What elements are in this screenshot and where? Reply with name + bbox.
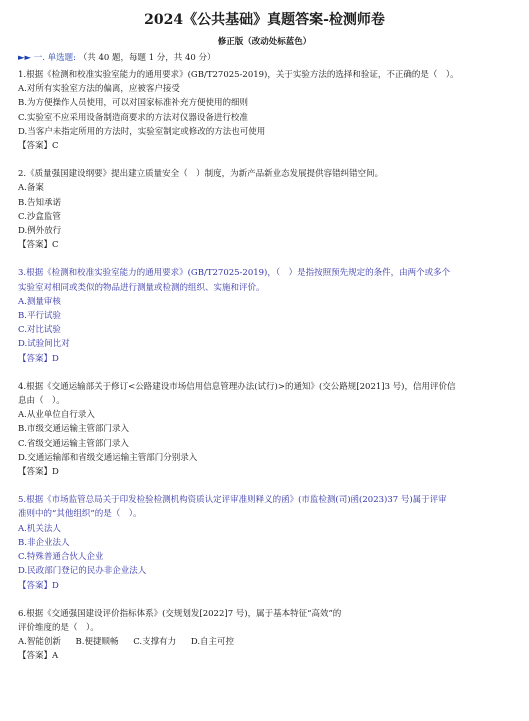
question-3 — [18, 266, 511, 365]
options-row — [18, 635, 511, 649]
option-a: A.对所有实验室方法的偏离，应被客户接受 — [18, 84, 180, 95]
option-b: B.便捷顺畅 — [75, 637, 119, 648]
question-stem: 4.根据《交通运输部关于修订<公路建设市场信用信息管理办法(试行)>的通知》(交公路规[2021]3 号)，信用评价信 — [18, 381, 456, 392]
option-c: C.沙盒监管 — [18, 211, 61, 222]
question-2 — [18, 167, 511, 252]
option-d: D.当客户未指定所用的方法时，实验室制定或修改的方法也可使用 — [18, 126, 266, 137]
option-d: D.民政部门登记的民办非企业法人 — [18, 566, 147, 577]
option-a: A.备案 — [18, 183, 44, 194]
answer: 【答案】D — [18, 353, 59, 364]
question-6 — [18, 607, 511, 664]
option-a: A.机关法人 — [18, 523, 61, 534]
option-c: C.对比试验 — [18, 325, 61, 336]
section-scoring: （共 40 题，每题 1 分，共 40 分） — [78, 53, 216, 63]
answer: 【答案】D — [18, 467, 59, 478]
question-stem: 3.根据《检测和校准实验室能力的通用要求》(GB/T27025-2019)，（ ）是指按照预先规定的条件，由两个或多个 — [18, 268, 451, 279]
question-stem-cont: 评价维度的是（ ）。 — [18, 622, 99, 633]
question-1 — [18, 68, 511, 153]
question-stem: 1.根据《检测和校准实验室能力的通用要求》(GB/T27025-2019)，关于实验方法的选择和验证，不正确的是（ ）。 — [18, 70, 459, 80]
answer: 【答案】A — [18, 651, 59, 662]
question-4 — [18, 380, 511, 479]
option-b: B.告知承诺 — [18, 197, 61, 208]
section-label: 一. 单选题: — [33, 53, 77, 63]
option-a: A.测量审核 — [18, 296, 61, 307]
option-a: A.智能创新 — [18, 637, 61, 648]
option-d: D.交通运输部和省级交通运输主管部门分别录入 — [18, 452, 198, 463]
page-title: 2024《公共基础》真题答案-检测师卷 — [144, 12, 385, 28]
question-stem: 2.《质量强国建设纲要》提出建立质量安全（ ）制度，为新产品新业态发展提供容错纠错空间。 — [18, 169, 384, 180]
option-d: D.例外放行 — [18, 226, 62, 237]
option-d: D.试验间比对 — [18, 339, 70, 350]
answer: 【答案】D — [18, 580, 59, 591]
option-b: B.平行试验 — [18, 311, 61, 322]
option-b: B.市级交通运输主管部门录入 — [18, 424, 129, 435]
section-header — [18, 52, 511, 64]
answer: 【答案】C — [18, 141, 59, 152]
option-b: B.为方便操作人员使用，可以对国家标准补充方便使用的细则 — [18, 98, 248, 109]
arrow-marker-icon: ►► — [18, 53, 32, 63]
option-a: A.从业单位自行录入 — [18, 410, 95, 421]
option-c: C.特殊普通合伙人企业 — [18, 552, 104, 563]
option-c: C.省级交通运输主管部门录入 — [18, 438, 129, 449]
question-stem-cont: 准则中的“其他组织”的是（ ）。 — [18, 509, 142, 520]
option-d: D.自主可控 — [190, 637, 235, 648]
option-c: C.实验室不应采用设备制造商要求的方法对仪器设备进行校准 — [18, 112, 248, 123]
question-stem-cont: 息由（ ）。 — [18, 396, 65, 407]
answer: 【答案】C — [18, 240, 59, 251]
option-b: B.非企业法人 — [18, 537, 70, 548]
question-stem: 6.根据《交通强国建设评价指标体系》(交规划发[2022]7 号)，属于基本特征“高效”的 — [18, 608, 342, 619]
page-subtitle: 修正版（改动处标蓝色） — [217, 37, 312, 47]
option-c: C.支撑有力 — [133, 637, 177, 648]
question-stem: 5.根据《市场监管总局关于印发检验检测机构资质认定评审准则释义的函》(市监检测(司)函(2023)37 号)属于评审 — [18, 495, 447, 506]
question-stem-cont: 实验室对相同或类似的物品进行测量或检测的组织、实施和评价。 — [18, 282, 265, 293]
question-5 — [18, 493, 511, 592]
